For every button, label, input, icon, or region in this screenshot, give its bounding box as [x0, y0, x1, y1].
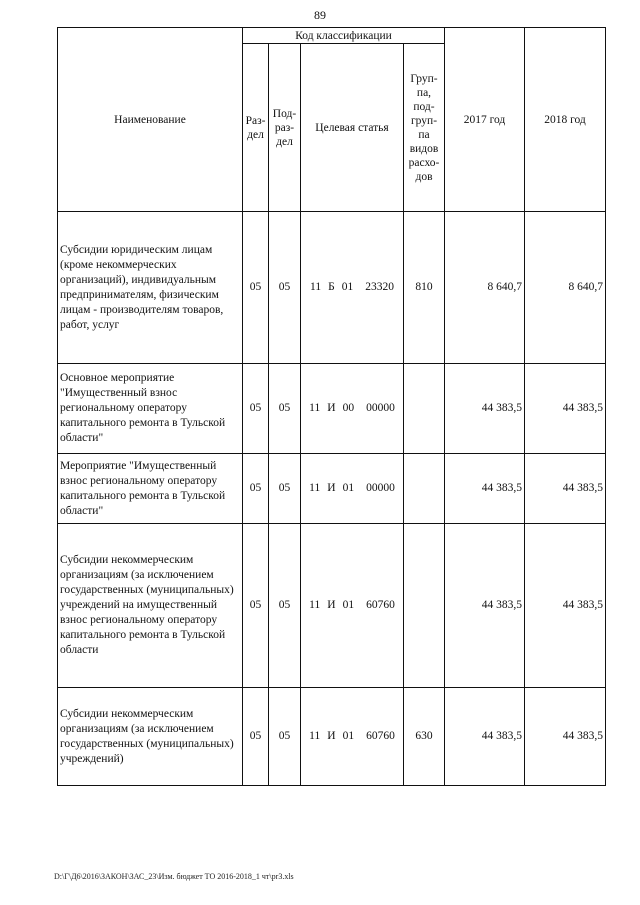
row-name: Мероприятие "Имущественный взнос региональному оператору капитального ремонта в Тульской области" [58, 454, 243, 524]
target-direction: 60760 [366, 730, 395, 742]
header-target: Целевая статья [301, 44, 404, 212]
row-name: Субсидии некоммерческим организациям (за исключением государственных (муниципальных) учреждений) [58, 688, 243, 786]
row-target-code [301, 364, 404, 454]
target-subprogram: И [327, 482, 336, 494]
row-2018: 44 383,5 [525, 364, 606, 454]
row-target-code [301, 454, 404, 524]
row-expense-group: 630 [404, 688, 445, 786]
row-podrazdel: 05 [269, 524, 301, 688]
row-2017: 8 640,7 [445, 212, 525, 364]
row-target-code [301, 212, 404, 364]
target-event: 00 [342, 402, 355, 414]
table-row [58, 454, 606, 524]
target-direction: 00000 [366, 482, 395, 494]
table-row [58, 364, 606, 454]
row-razdel: 05 [243, 524, 269, 688]
header-expense-group: Груп- па, под- груп- па видов расхо- дов [404, 44, 445, 212]
row-name: Субсидии некоммерческим организациям (за исключением государственных (муниципальных) учреждений на имущественный взнос региональному оператору капитального ремонта в Тульской области [58, 524, 243, 688]
page-number: 89 [314, 8, 326, 22]
row-2018: 44 383,5 [525, 524, 606, 688]
target-event: 01 [342, 599, 355, 611]
table-row [58, 688, 606, 786]
table-header [58, 28, 606, 212]
row-razdel: 05 [243, 688, 269, 786]
target-direction: 60760 [366, 599, 395, 611]
target-subprogram: И [327, 730, 336, 742]
row-podrazdel: 05 [269, 454, 301, 524]
target-subprogram: И [327, 599, 336, 611]
row-2017: 44 383,5 [445, 364, 525, 454]
row-2017: 44 383,5 [445, 454, 525, 524]
target-direction: 00000 [366, 402, 395, 414]
row-target-code [301, 524, 404, 688]
header-razdel: Раз- дел [243, 44, 269, 212]
row-2017: 44 383,5 [445, 524, 525, 688]
target-program: 11 [309, 482, 321, 494]
row-podrazdel: 05 [269, 364, 301, 454]
target-program: 11 [310, 281, 322, 293]
row-podrazdel: 05 [269, 212, 301, 364]
row-razdel: 05 [243, 454, 269, 524]
row-expense-group [404, 524, 445, 688]
target-program: 11 [309, 402, 321, 414]
target-direction: 23320 [365, 281, 394, 293]
target-program: 11 [309, 730, 321, 742]
header-2018: 2018 год [525, 28, 606, 212]
header-podrazdel: Под- раз- дел [269, 44, 301, 212]
row-2018: 44 383,5 [525, 688, 606, 786]
budget-table [57, 27, 606, 786]
target-subprogram: И [327, 402, 336, 414]
header-2017: 2017 год [445, 28, 525, 212]
row-podrazdel: 05 [269, 688, 301, 786]
row-name: Основное мероприятие "Имущественный взнос региональному оператору капитального ремонта в Тульской области" [58, 364, 243, 454]
target-event: 01 [342, 730, 355, 742]
row-razdel: 05 [243, 212, 269, 364]
row-2018: 44 383,5 [525, 454, 606, 524]
row-razdel: 05 [243, 364, 269, 454]
row-2017: 44 383,5 [445, 688, 525, 786]
row-expense-group: 810 [404, 212, 445, 364]
target-program: 11 [309, 599, 321, 611]
header-classification-code: Код классификации [243, 28, 445, 44]
target-subprogram: Б [328, 281, 335, 293]
row-expense-group [404, 454, 445, 524]
file-path-footer: D:\Г\Д6\2016\ЗАКОН\ЗАС_23\Изм. бюджет ТО 2016-2018_1 чт\pr3.xls [54, 872, 294, 881]
header-name: Наименование [58, 28, 243, 212]
table-row [58, 524, 606, 688]
row-2018: 8 640,7 [525, 212, 606, 364]
row-target-code [301, 688, 404, 786]
row-expense-group [404, 364, 445, 454]
target-event: 01 [342, 482, 355, 494]
row-name: Субсидии юридическим лицам (кроме некоммерческих организаций), индивидуальным предпринимателям, физическим лицам - производителям товаров, работ, услуг [58, 212, 243, 364]
table-row [58, 212, 606, 364]
target-event: 01 [341, 281, 354, 293]
